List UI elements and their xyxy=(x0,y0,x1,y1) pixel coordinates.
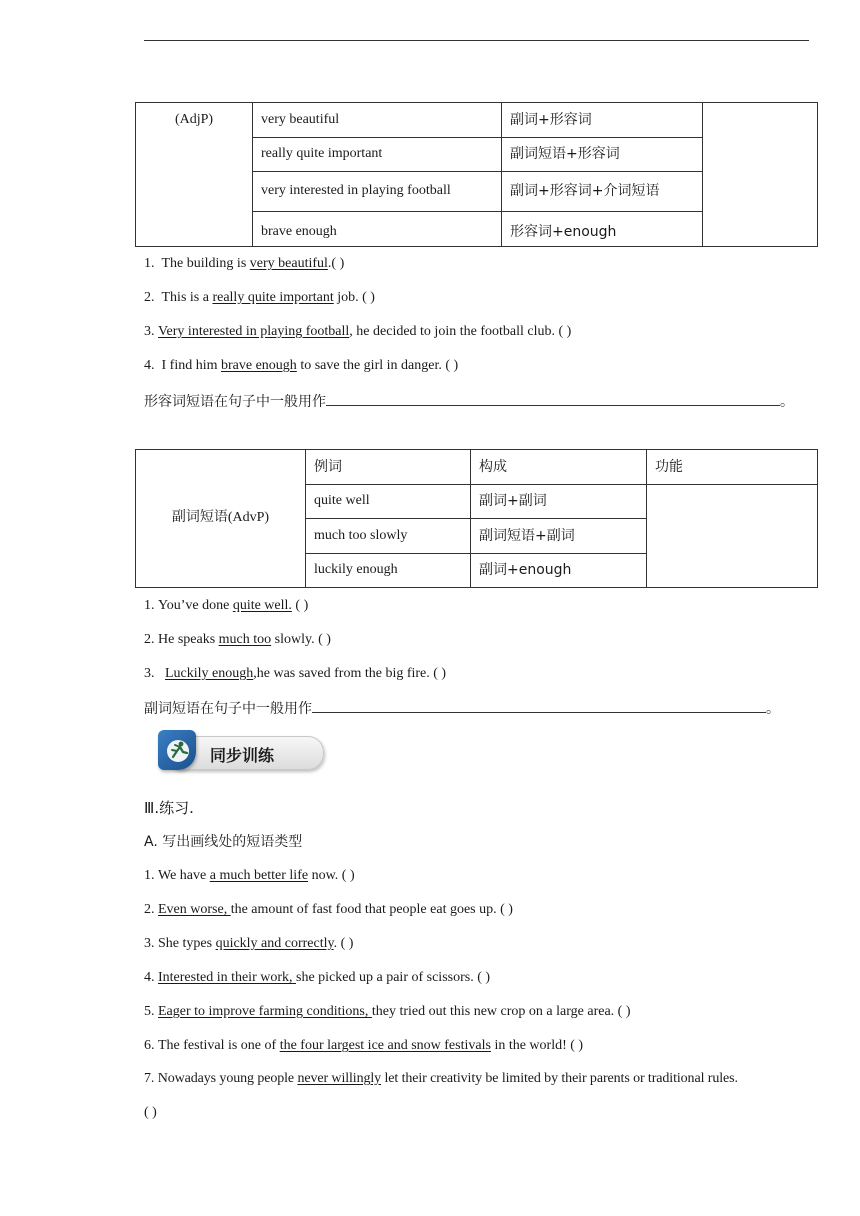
exercise-instruction: A. 写出画线处的短语类型 xyxy=(144,834,303,850)
structure-cell: 副词短语+副词 xyxy=(471,519,647,554)
list-item: 1. We have a much better life now. ( ) xyxy=(144,868,355,883)
header-cell: 例词 xyxy=(306,450,471,485)
example-cell: brave enough xyxy=(253,212,502,247)
example-cell: very beautiful xyxy=(253,103,502,138)
example-cell: luckily enough xyxy=(306,554,471,588)
list-item: 2. He speaks much too slowly. ( ) xyxy=(144,632,331,647)
list-item: 3. Luckily enough,he was saved from the big fire. ( ) xyxy=(144,666,447,681)
answer-blank[interactable] xyxy=(326,391,780,406)
structure-cell: 副词+enough xyxy=(471,554,647,588)
header-cell: 功能 xyxy=(647,450,818,485)
advp-function-prompt: 副词短语在句子中一般用作 。 xyxy=(144,698,780,718)
exercise-7-answer: ( ) xyxy=(144,1105,157,1120)
structure-cell: 副词+形容词+介词短语 xyxy=(502,172,703,212)
header-rule xyxy=(144,40,809,41)
structure-cell: 形容词+enough xyxy=(502,212,703,247)
list-item: 2. This is a really quite important job. ( ) xyxy=(144,290,375,305)
section-badge xyxy=(158,730,324,772)
adjp-category: (AdjP) xyxy=(136,103,253,247)
exercise-heading: Ⅲ.练习. xyxy=(144,799,194,817)
adjp-function-prompt: 形容词短语在句子中一般用作 。 xyxy=(144,391,794,411)
answer-blank[interactable] xyxy=(312,698,766,713)
badge-title: 同步训练 xyxy=(210,746,275,765)
structure-cell: 副词+形容词 xyxy=(502,103,703,138)
example-cell: very interested in playing football xyxy=(253,172,502,212)
runner-icon xyxy=(158,730,196,770)
structure-cell: 副词短语+形容词 xyxy=(502,138,703,172)
table-row xyxy=(136,450,818,485)
list-item: 6. The festival is one of the four largest ice and snow festivals in the world! ( ) xyxy=(144,1038,584,1053)
adjp-table xyxy=(135,102,818,247)
list-item: 1. You’ve done quite well. ( ) xyxy=(144,598,309,613)
list-item: 1. The building is very beautiful.( ) xyxy=(144,256,345,271)
function-cell xyxy=(703,103,818,247)
header-cell: 构成 xyxy=(471,450,647,485)
example-cell: quite well xyxy=(306,485,471,519)
table-row xyxy=(136,103,818,138)
advp-category: 副词短语(AdvP) xyxy=(136,450,306,588)
example-cell: much too slowly xyxy=(306,519,471,554)
function-cell xyxy=(647,485,818,588)
list-item: 5. Eager to improve farming conditions, they tried out this new crop on a large area. ( ) xyxy=(144,1004,631,1019)
list-item: 4. I find him brave enough to save the girl in danger. ( ) xyxy=(144,358,459,373)
advp-table xyxy=(135,449,818,588)
example-cell: really quite important xyxy=(253,138,502,172)
structure-cell: 副词+副词 xyxy=(471,485,647,519)
list-item: 7. Nowadays young people never willingly let their creativity be limited by their parents or traditional rules. xyxy=(144,1071,738,1086)
list-item: 3. She types quickly and correctly. ( ) xyxy=(144,936,354,951)
list-item: 4. Interested in their work, she picked up a pair of scissors. ( ) xyxy=(144,970,491,985)
list-item: 3. Very interested in playing football, he decided to join the football club. ( ) xyxy=(144,324,572,339)
list-item: 2. Even worse, the amount of fast food that people eat goes up. ( ) xyxy=(144,902,513,917)
